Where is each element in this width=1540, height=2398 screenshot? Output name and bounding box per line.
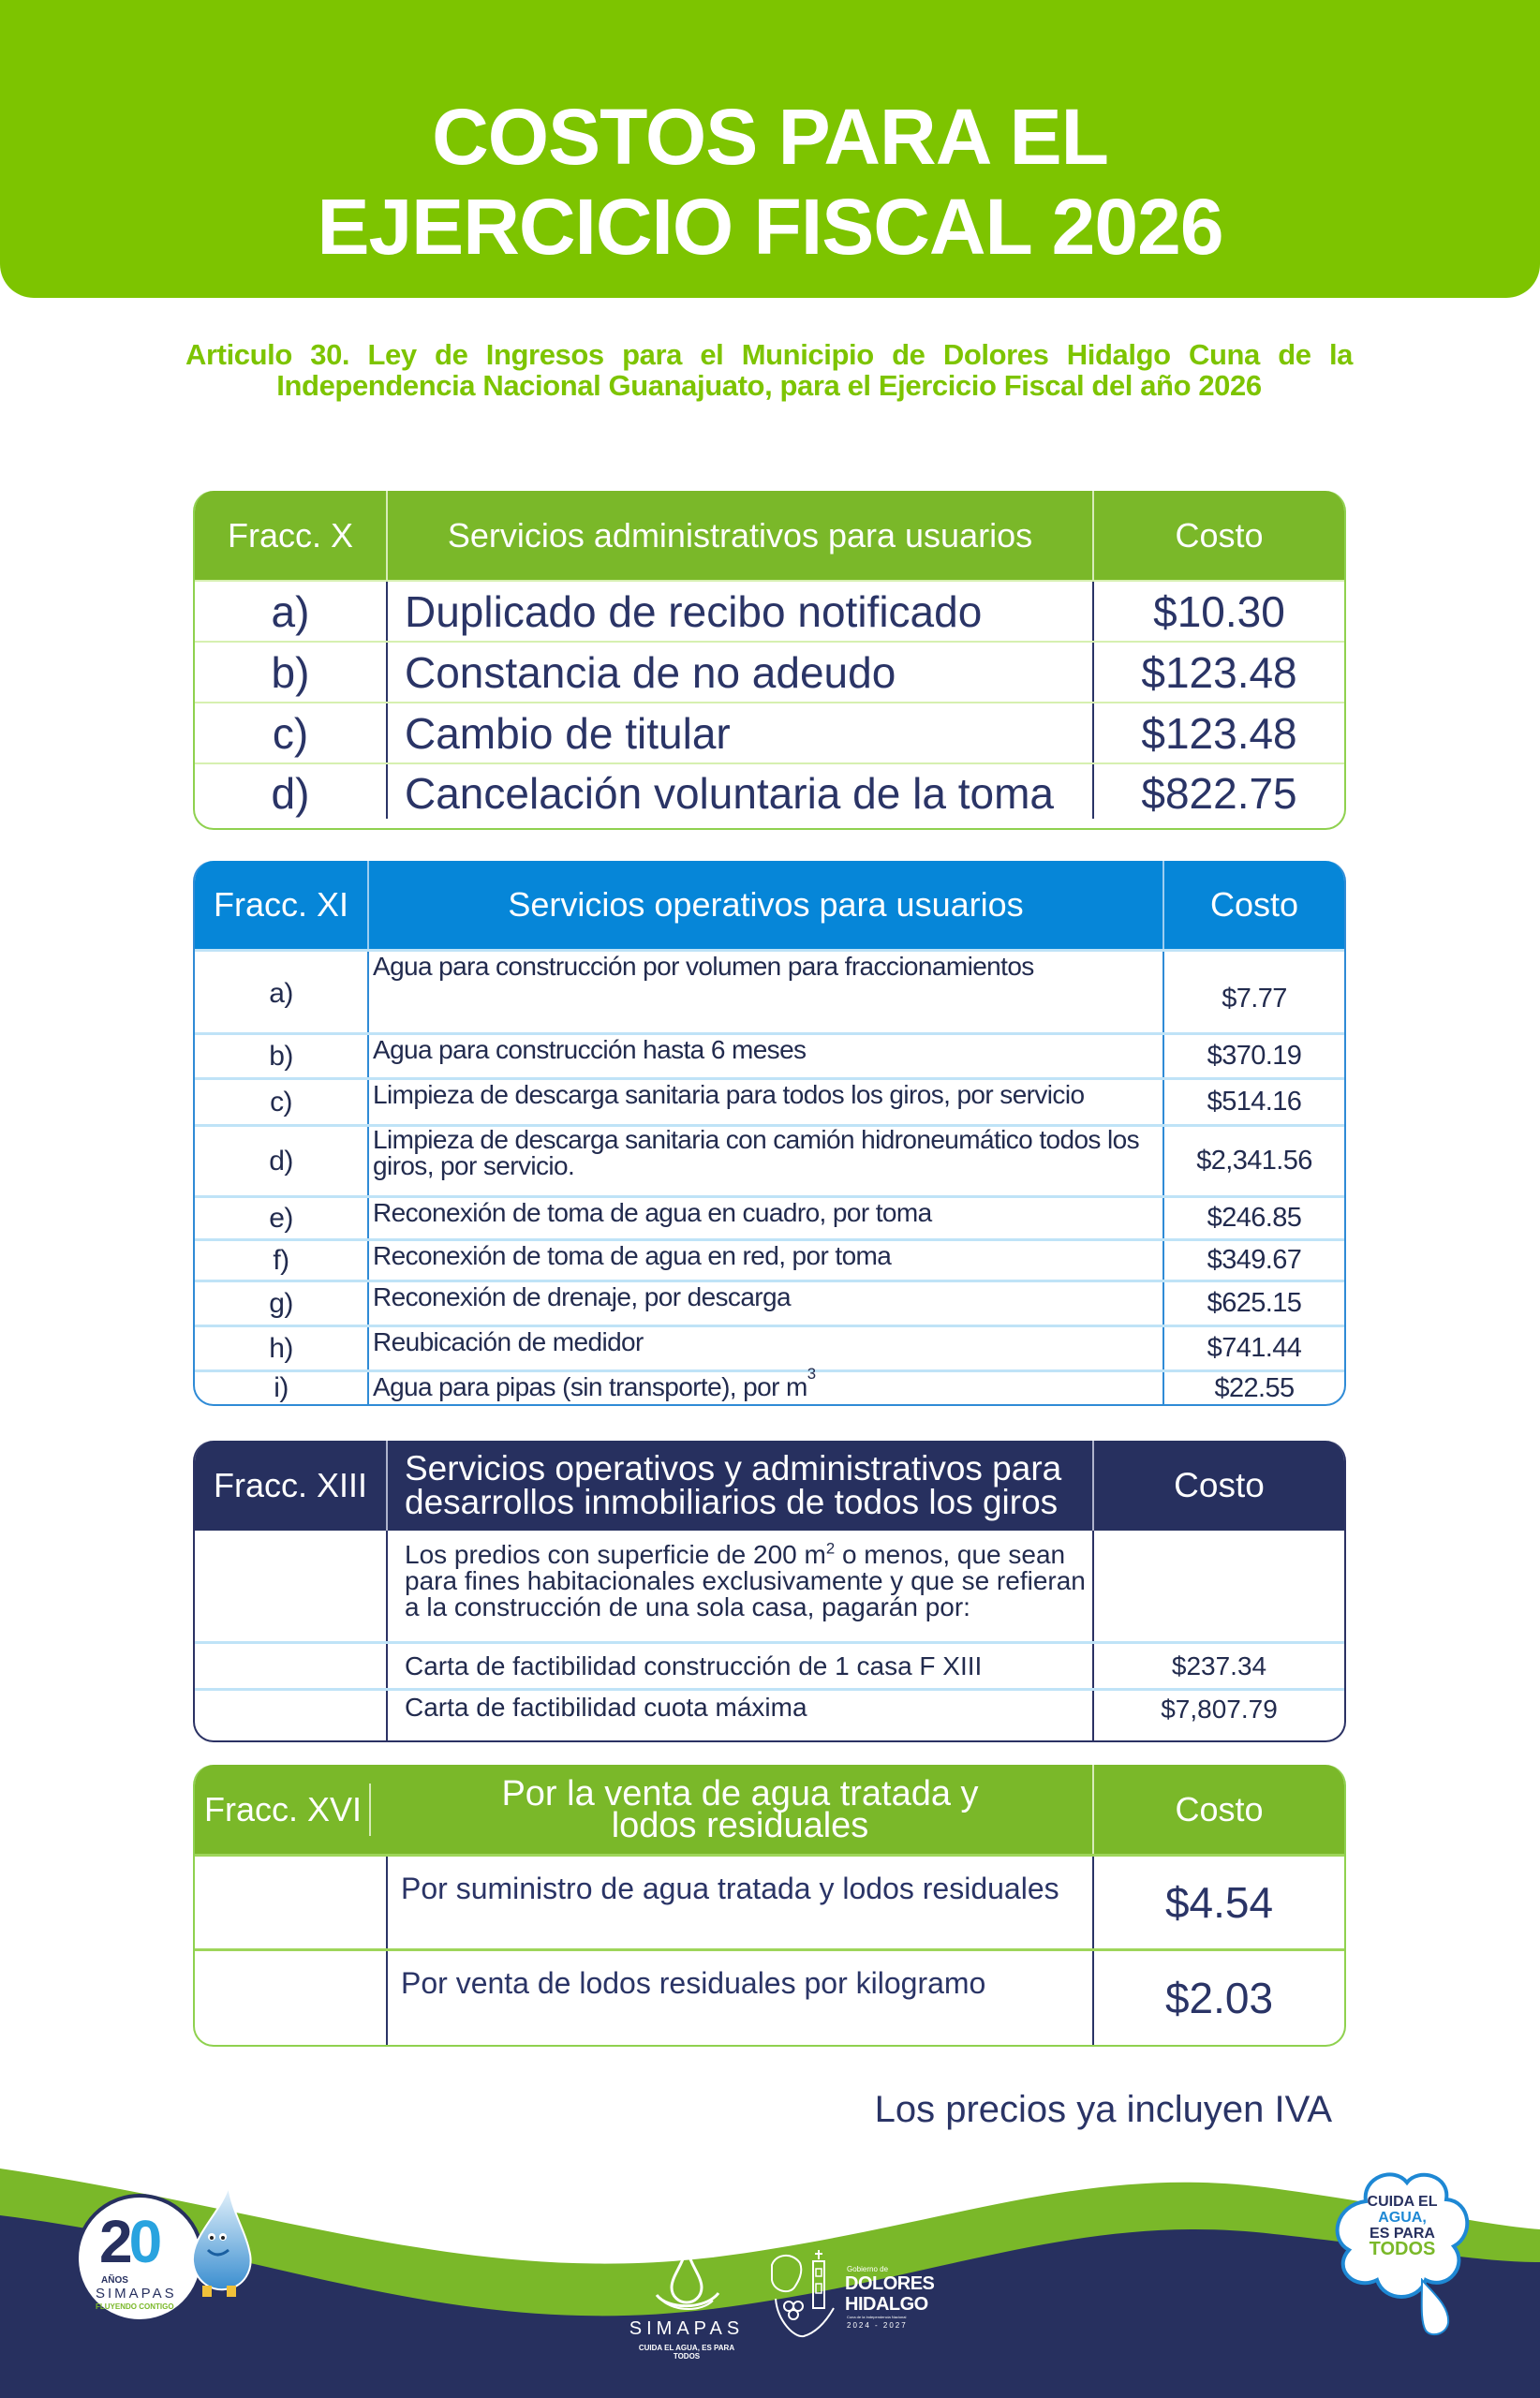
divider	[369, 1784, 371, 1836]
page-title	[0, 92, 1540, 272]
section-heading	[388, 1765, 1094, 1854]
table-header	[195, 491, 1344, 580]
fraction-label: Fracc. X	[195, 491, 388, 580]
row-cost: $123.48	[1141, 647, 1297, 697]
city-name-line2: HIDALGO	[845, 2294, 928, 2315]
row-description: Reubicación de medidor	[369, 1327, 1164, 1369]
row-cost: $123.48	[1141, 708, 1297, 758]
row-cost: $2.03	[1164, 1974, 1274, 2022]
fraction-label: Fracc. XIII	[195, 1441, 388, 1531]
row-cost: $625.15	[1207, 1288, 1302, 1318]
row-index: e)	[195, 1198, 369, 1238]
row-description: Agua para construcción hasta 6 meses	[369, 1035, 1164, 1077]
table-row	[195, 702, 1344, 762]
row-cost: $7,807.79	[1161, 1695, 1278, 1724]
table-row	[195, 1854, 1344, 1948]
table-row	[195, 949, 1344, 1032]
row-description: Agua para construcción por volumen para fraccionamientos	[369, 952, 1164, 1032]
row-note	[388, 1531, 1094, 1641]
row-index: h)	[195, 1327, 369, 1369]
row-cost: $10.30	[1153, 586, 1285, 636]
table-row	[195, 1032, 1344, 1077]
campaign-badge	[1323, 2158, 1482, 2317]
row-cost-empty	[1094, 1531, 1344, 1641]
campaign-line2: AGUA,	[1378, 2210, 1427, 2226]
row-cost: $2,341.56	[1196, 1146, 1312, 1176]
cost-heading: Costo	[1174, 1466, 1265, 1504]
row-index: a)	[195, 582, 388, 641]
water-drop-mascot-icon	[184, 2184, 259, 2297]
row-cost: $22.55	[1214, 1372, 1295, 1403]
government-prefix: Gobierno de	[847, 2265, 889, 2273]
row-description: Reconexión de toma de agua en cuadro, por toma	[369, 1198, 1164, 1238]
row-index: d)	[195, 764, 388, 819]
page-title-line1: COSTOS PARA EL	[432, 93, 1108, 181]
table-fracc-xvi	[193, 1765, 1346, 2047]
row-index-empty	[195, 1857, 388, 1948]
row-index: c)	[195, 1080, 369, 1124]
row-cost: $246.85	[1207, 1203, 1302, 1233]
administration-period: 2024 - 2027	[847, 2321, 908, 2330]
row-description: Constancia de no adeudo	[388, 643, 1094, 702]
row-description: Por venta de lodos residuales por kilogramo	[388, 1951, 1094, 2045]
table-row	[195, 1948, 1344, 2045]
section-heading-line2: lodos residuales	[611, 1805, 869, 1845]
row-description: Carta de factibilidad construcción de 1 casa F XIII	[388, 1644, 1094, 1688]
table-row	[195, 1325, 1344, 1369]
legal-reference: Articulo 30. Ley de Ingresos para el Municipio de Dolores Hidalgo Cuna de la Independencia Nacional Guanajuato, para el Ejercicio Fiscal del año 2026	[185, 338, 1353, 402]
simapas-drop-icon	[649, 2246, 724, 2312]
table-row	[195, 1077, 1344, 1124]
table-row	[195, 1365, 1344, 1404]
row-description: Carta de factibilidad cuota máxima	[388, 1691, 1094, 1740]
campaign-text	[1323, 2194, 1482, 2257]
row-cost: $370.19	[1207, 1041, 1302, 1071]
table-header	[195, 1765, 1344, 1854]
cost-heading: Costo	[1209, 885, 1299, 924]
row-cost: $349.67	[1207, 1245, 1302, 1275]
page-title-line2: EJERCICIO FISCAL 2026	[317, 183, 1223, 271]
row-description: Reconexión de drenaje, por descarga	[369, 1282, 1164, 1325]
cost-heading: Costo	[1175, 1789, 1264, 1828]
row-description: Por suministro de agua tratada y lodos residuales	[388, 1857, 1094, 1948]
section-heading: Servicios administrativos para usuarios	[388, 491, 1094, 580]
table-row	[195, 641, 1344, 702]
table-fracc-xi	[193, 861, 1346, 1406]
row-index: a)	[195, 952, 369, 1032]
cost-heading: Costo	[1175, 515, 1264, 555]
row-cost: $237.34	[1171, 1650, 1267, 1680]
fraction-label	[195, 1765, 388, 1854]
row-cost: $7.77	[1222, 983, 1287, 1014]
campaign-line4: TODOS	[1369, 2239, 1436, 2259]
row-index: f)	[195, 1241, 369, 1280]
row-index: g)	[195, 1282, 369, 1325]
table-row	[195, 1641, 1344, 1688]
row-cost: $4.54	[1164, 1878, 1274, 1927]
row-index: i)	[195, 1372, 369, 1404]
fraction-label: Fracc. XI	[195, 861, 369, 949]
section-heading: Servicios operativos para usuarios	[369, 861, 1164, 949]
table-row	[195, 1238, 1344, 1280]
row-index-empty	[195, 1531, 388, 1641]
brand-tagline: FLUYENDO CONTIGO	[96, 2302, 174, 2311]
simapas-name: SIMAPAS	[629, 2318, 745, 2339]
row-index-empty	[195, 1951, 388, 2045]
table-row-note	[195, 1531, 1344, 1641]
row-index: b)	[195, 1035, 369, 1077]
simapas-logo	[626, 2246, 748, 2361]
row-description: Reconexión de toma de agua en red, por toma	[369, 1241, 1164, 1280]
fraction-label-text: Fracc. XVI	[204, 1789, 363, 1828]
city-name-line1: DOLORES	[845, 2273, 935, 2294]
header-band	[0, 0, 1540, 298]
row-index-empty	[195, 1691, 388, 1740]
row-index: c)	[195, 703, 388, 762]
row-description: Duplicado de recibo notificado	[388, 582, 1094, 641]
row-index: b)	[195, 643, 388, 702]
row-index-empty	[195, 1644, 388, 1688]
campaign-line1: CUIDA EL	[1367, 2194, 1438, 2210]
row-description: Limpieza de descarga sanitaria para todos los giros, por servicio	[369, 1080, 1164, 1124]
city-subtitle: Cuna de la Independencia Nacional	[847, 2315, 907, 2319]
brand-name: SIMAPAS	[96, 2286, 177, 2302]
row-description: Cambio de titular	[388, 703, 1094, 762]
anniversary-number: 20	[99, 2208, 159, 2275]
row-description: Cancelación voluntaria de la toma	[388, 764, 1094, 819]
section-heading-line1: Por la venta de agua tratada y	[501, 1773, 979, 1813]
table-row	[195, 762, 1344, 828]
section-heading	[388, 1441, 1094, 1531]
table-fracc-x	[193, 491, 1346, 830]
table-header	[195, 1441, 1344, 1531]
section-heading-line1: Servicios operativos y administrativos para	[405, 1449, 1062, 1488]
table-row	[195, 1688, 1344, 1740]
table-fracc-xiii	[193, 1441, 1346, 1742]
campaign-line3: ES PARA	[1370, 2226, 1435, 2242]
falling-drop-icon	[1418, 2278, 1452, 2338]
anniversary-logo	[75, 2166, 290, 2344]
row-cost: $514.16	[1207, 1087, 1302, 1117]
government-logo	[766, 2246, 935, 2340]
tax-note: Los precios ya incluyen IVA	[874, 2089, 1332, 2130]
dolores-emblem-icon	[766, 2246, 845, 2340]
years-label: AÑOS	[101, 2275, 128, 2286]
table-header	[195, 861, 1344, 949]
table-row	[195, 1124, 1344, 1195]
table-row	[195, 1195, 1344, 1238]
row-description: Limpieza de descarga sanitaria con camión hidroneumático todos los giros, por servicio.	[369, 1127, 1164, 1195]
row-cost: $741.44	[1207, 1333, 1302, 1363]
row-description: Agua para pipas (sin transporte), por m 3	[369, 1372, 1164, 1404]
section-heading-line2: desarrollos inmobiliarios de todos los giros	[405, 1483, 1059, 1521]
note-text-cont: o menos, que sean para fines habitacionales exclusivamente y que se refieran a la construcción de una sola casa, pagarán por:	[405, 1540, 1086, 1621]
simapas-tagline: CUIDA EL AGUA, ES PARA TODOS	[638, 2344, 735, 2361]
row-cost: $822.75	[1141, 769, 1297, 818]
table-row	[195, 580, 1344, 641]
row-description-text: Agua para pipas (sin transporte), por m	[373, 1372, 807, 1401]
superscript: 2	[825, 1539, 836, 1558]
note-text: Los predios con superficie de 200 m	[405, 1540, 826, 1569]
table-row	[195, 1280, 1344, 1325]
row-index: d)	[195, 1127, 369, 1195]
